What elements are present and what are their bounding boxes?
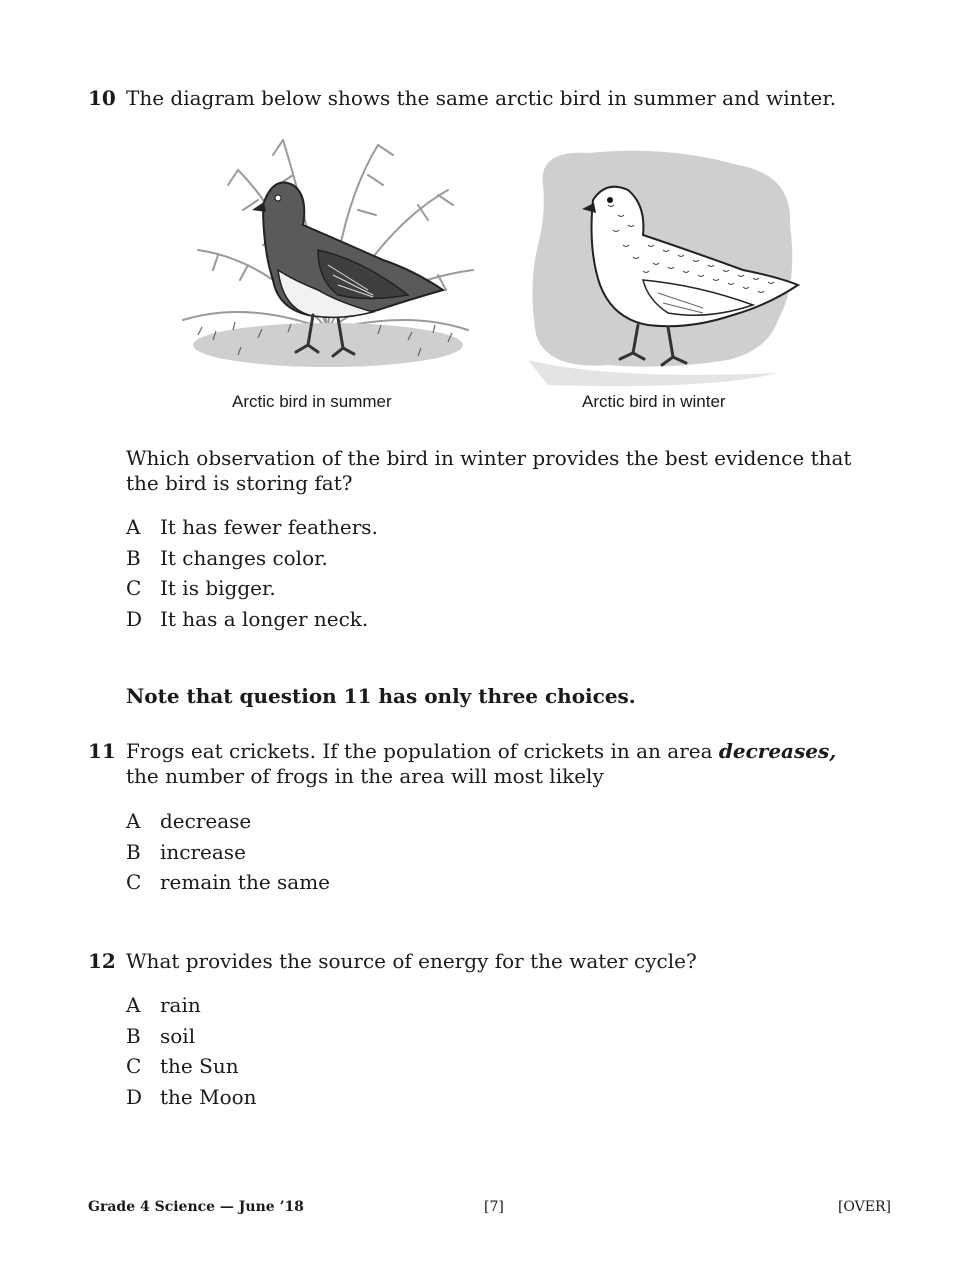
choice-letter: A <box>126 809 141 833</box>
choice-text: It is bigger. <box>160 576 276 600</box>
question-10-choices <box>126 512 378 634</box>
winter-caption: Arctic bird in winter <box>582 392 726 411</box>
question-11-note: Note that question 11 has only three choices. <box>126 684 636 708</box>
choice-11-a[interactable] <box>126 806 330 837</box>
question-12-stem: What provides the source of energy for the water cycle? <box>126 949 697 973</box>
question-11-choices <box>126 806 330 898</box>
choice-text: It changes color. <box>160 545 328 570</box>
choice-10-d[interactable] <box>126 604 378 635</box>
choice-text: the Sun <box>160 1054 239 1078</box>
choice-text: It has a longer neck. <box>160 606 369 631</box>
question-12-choices <box>126 990 257 1112</box>
choice-letter: D <box>126 1084 143 1109</box>
choice-11-b[interactable] <box>126 837 330 868</box>
question-11-number: 11 <box>88 739 116 763</box>
question-10-stem: The diagram below shows the same arctic bird in summer and winter. <box>126 86 837 110</box>
question-11-stem <box>126 739 886 789</box>
choice-text: remain the same <box>160 870 331 894</box>
choice-12-a[interactable] <box>126 990 257 1021</box>
choice-text: It has fewer feathers. <box>160 515 378 539</box>
question-11-emphasis: decreases, <box>718 739 837 763</box>
choice-12-c[interactable] <box>126 1051 257 1082</box>
question-10-prompt: Which observation of the bird in winter provides the best evidence that the bird is storing fat? <box>126 446 852 495</box>
choice-text: decrease <box>160 809 252 833</box>
choice-letter: C <box>126 1054 142 1078</box>
choice-text: soil <box>160 1023 196 1048</box>
choice-text: rain <box>160 993 201 1017</box>
choice-letter: B <box>126 1023 141 1048</box>
choice-11-c[interactable] <box>126 867 330 898</box>
choice-letter: C <box>126 870 142 894</box>
choice-12-b[interactable] <box>126 1021 257 1052</box>
choice-letter: A <box>126 515 141 539</box>
footer-page-number: [7] <box>484 1199 504 1215</box>
arctic-bird-winter-illustration <box>528 145 800 390</box>
summer-caption: Arctic bird in summer <box>232 392 392 411</box>
question-12-number: 12 <box>88 949 116 973</box>
choice-10-a[interactable] <box>126 512 378 543</box>
question-11-stem-part1: Frogs eat crickets. If the population of crickets in an area <box>126 739 719 763</box>
choice-letter: D <box>126 606 143 631</box>
choice-10-c[interactable] <box>126 573 378 604</box>
choice-letter: B <box>126 839 141 864</box>
footer-over: [OVER] <box>837 1199 891 1215</box>
choice-text: increase <box>160 839 246 864</box>
choice-10-b[interactable] <box>126 543 378 574</box>
choice-12-d[interactable] <box>126 1082 257 1113</box>
choice-letter: A <box>126 993 141 1017</box>
choice-text: the Moon <box>160 1084 257 1109</box>
arctic-bird-summer-illustration <box>178 130 478 385</box>
question-11-stem-part2: the number of frogs in the area will most likely <box>126 764 604 788</box>
question-10-number: 10 <box>88 86 116 110</box>
choice-letter: B <box>126 545 141 570</box>
choice-letter: C <box>126 576 142 600</box>
footer-exam-title: Grade 4 Science — June ’18 <box>88 1199 304 1215</box>
